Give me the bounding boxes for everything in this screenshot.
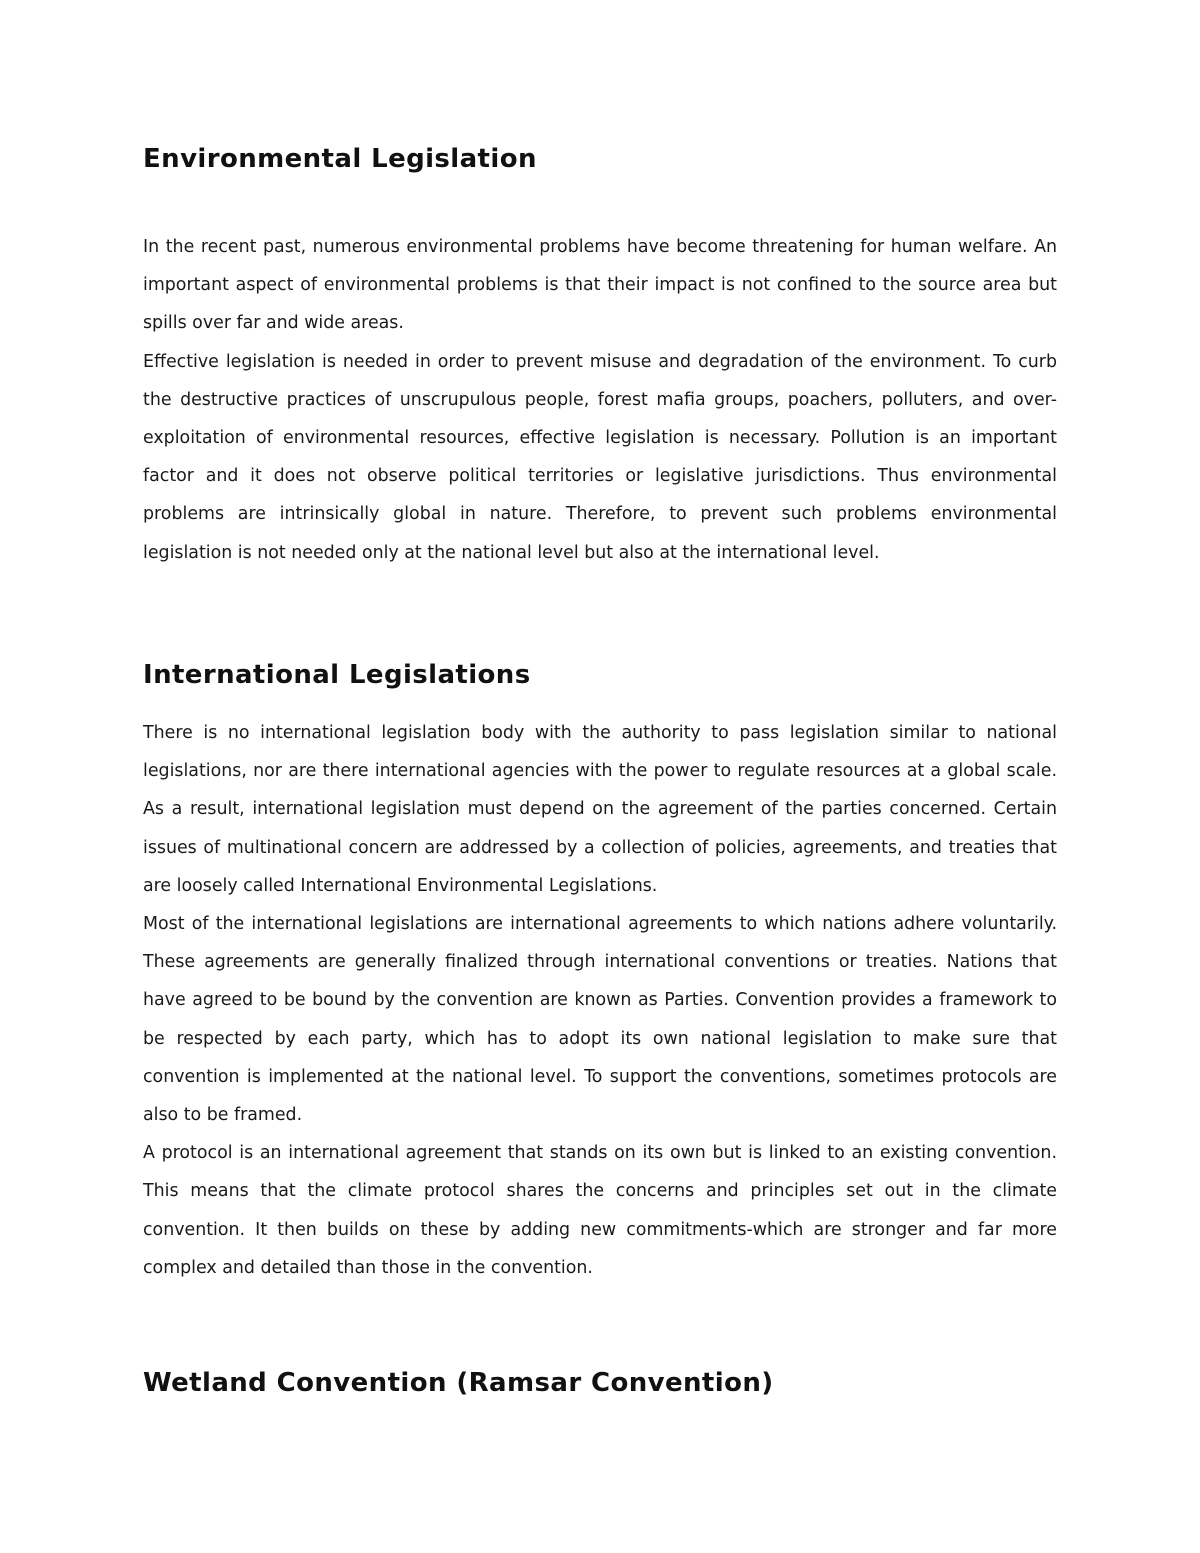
section-heading-wetland-convention: Wetland Convention (Ramsar Convention) (143, 1368, 774, 1398)
paragraph: In the recent past, numerous environmental problems have become threatening for human welfare. An important aspect of environmental problems is that their impact is not confined to the source area but spills over far and wide areas. (143, 237, 1057, 334)
section-body-international-legislations (143, 714, 1057, 1287)
paragraph: Most of the international legislations are international agreements to which nations adhere voluntarily. These agreements are generally finalized through international conventions or treaties. Nations that have agreed to be bound by the convention are known as Parties. Convention provides a framework to be respected by each party, which has to adopt its own national legislation to make sure that convention is implemented at the national level. To support the conventions, sometimes protocols are also to be framed. (143, 914, 1057, 1126)
paragraph: Effective legislation is needed in order to prevent misuse and degradation of the environment. To curb the destructive practices of unscrupulous people, forest mafia groups, poachers, polluters, and over-exploitation of environmental resources, effective legislation is necessary. Pollution is an important factor and it does not observe political territories or legislative jurisdictions. Thus environmental problems are intrinsically global in nature. Therefore, to prevent such problems environmental legislation is not needed only at the national level but also at the international level. (143, 351, 1057, 563)
section-heading-environmental-legislation: Environmental Legislation (143, 144, 537, 174)
section-heading-international-legislations: International Legislations (143, 660, 531, 690)
paragraph: A protocol is an international agreement that stands on its own but is linked to an existing convention. This means that the climate protocol shares the concerns and principles set out in the climate convention. It then builds on these by adding new commitments-which are stronger and far more complex and detailed than those in the convention. (143, 1143, 1057, 1278)
section-body-environmental-legislation (143, 228, 1057, 572)
paragraph: There is no international legislation body with the authority to pass legislation similar to national legislations, nor are there international agencies with the power to regulate resources at a global scale. As a result, international legislation must depend on the agreement of the parties concerned. Certain issues of multinational concern are addressed by a collection of policies, agreements, and treaties that are loosely called International Environmental Legislations. (143, 723, 1057, 896)
